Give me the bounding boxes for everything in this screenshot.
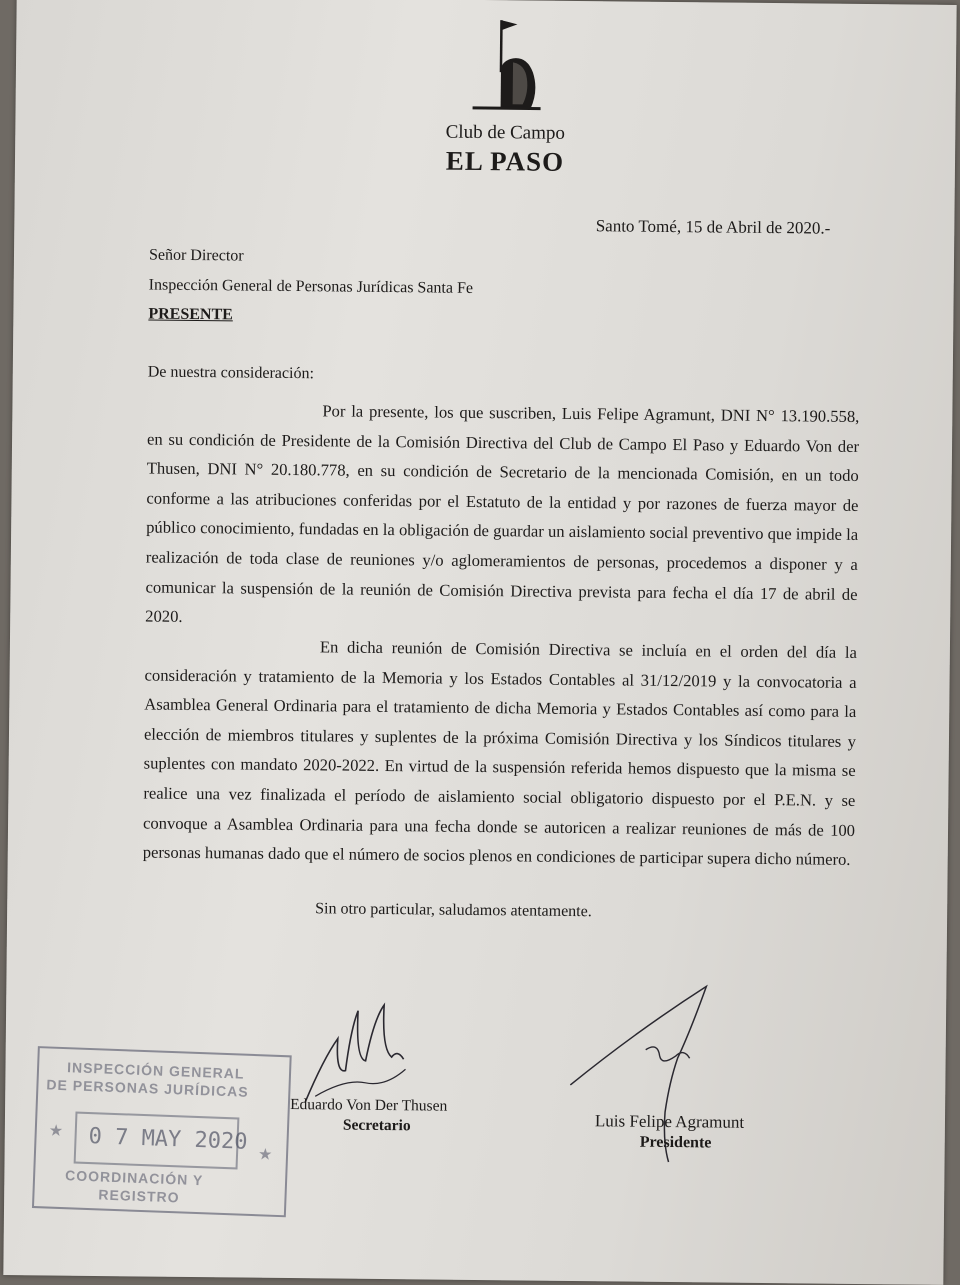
signature-role-president: Presidente [639,1133,712,1152]
closing-line: Sin otro particular, saludamos atentamente. [315,900,592,921]
greeting: De nuestra consideración: [147,363,315,383]
recipient-line-2: Inspección General de Personas Jurídicas Santa Fe [148,276,474,297]
body-paragraph-1: Por la presente, los que suscriben, Luis Felipe Agramunt, DNI N° 13.190.558, en su condición de Presidente de la Comisión Directiva del Club de Campo El Paso y Eduardo Von der Thusen, DNI N° 20.180.778, en su condición de Secretario de la mencionada Comisión, en un todo conforme a las atribuciones conferidas por el Estatuto de la entidad y por razones de fuerza mayor de público conocimiento, fundadas en la obligación de guardar un aislamiento social preventivo que impide la realización de toda clase de reuniones y/o aglomeramientos de personas, procedemos a disponer y a comunicar la suspensión de la reunión de Comisión Directiva prevista para fecha el día 17 de abril de 2020. [145,401,860,627]
letterhead-title: EL PASO [445,145,565,177]
stamp-line-4: REGISTRO [98,1186,180,1206]
recipient-line-3: PRESENTE [148,305,233,324]
stamp-line-1: INSPECCIÓN GENERAL [66,1059,245,1082]
recipient-line-1: Señor Director [148,246,244,265]
star-icon: ★ [257,1146,273,1164]
star-icon: ★ [48,1122,64,1141]
letterhead-subtitle: Club de Campo [445,121,566,144]
body-paragraph-2: En dicha reunión de Comisión Directiva se incluía en el orden del día la consideración y tratamiento de la Memoria y los Estados Contables al 31/12/2019 y la convocatoria a Asamblea General Ordinaria para el tratamiento de dicha Memoria y Estados Contables así como para la elección de miembros titulares y suplentes de la próxima Comisión Directiva y los Síndicos titulares y suplentes con mandato 2020-2022. En virtud de la suspensión referida hemos dispuesto que la misma se realice una vez finalizada el período de aislamiento social obligatorio dispuesto por el P.E.N. y se convoque a Asamblea Ordinaria para una fecha donde se autoricen a realizar reuniones de más de 100 personas humanas dado que el número de socios plenos en condiciones de participar supera dicho número. [142,637,857,870]
signature-role-secretary: Secretario [342,1116,411,1135]
signature-name-secretary: Eduardo Von Der Thusen [290,1096,448,1115]
signature-name-president: Luis Felipe Agramunt [594,1111,745,1132]
stamp-line-3: COORDINACIÓN Y [64,1167,204,1189]
stamp-date: 0 7 MAY 2020 [88,1124,248,1155]
reception-stamp [32,1046,292,1217]
stamp-date-box [74,1112,248,1170]
letter-page [3,0,956,1285]
stamp-line-2: DE PERSONAS JURÍDICAS [46,1076,249,1100]
date-line: Santo Tomé, 15 de Abril de 2020.- [595,216,831,238]
